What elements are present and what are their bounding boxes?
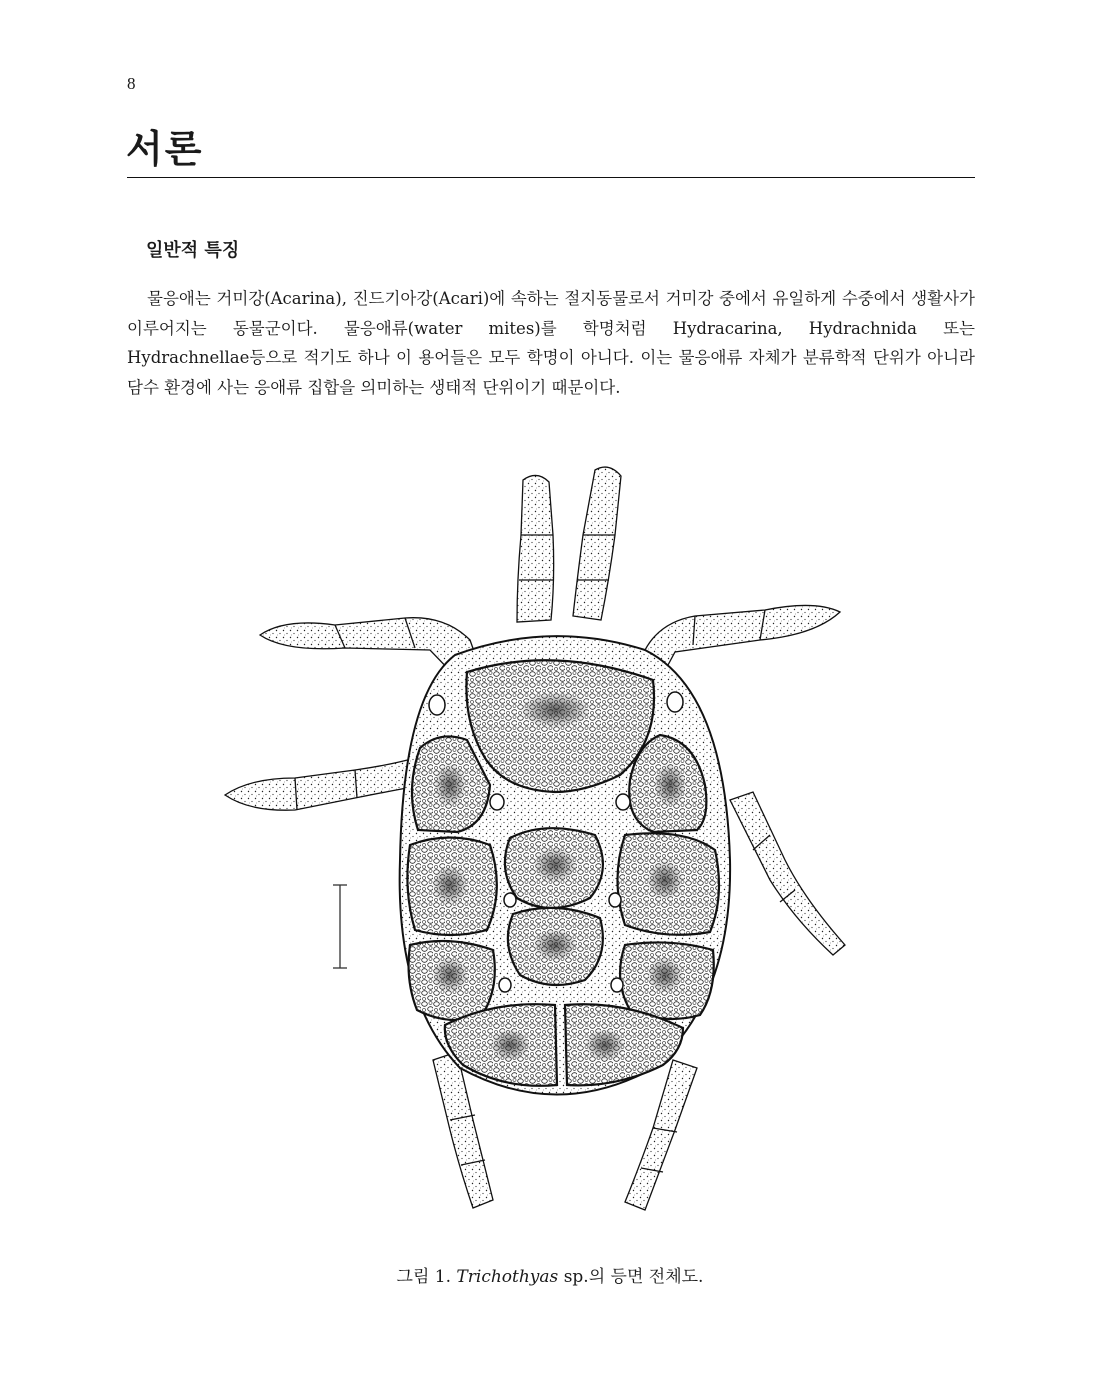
caption-genus: Trichothyas <box>456 1267 559 1287</box>
caption-prefix: 그림 1. <box>396 1267 452 1287</box>
section-heading: 일반적 특징 <box>146 240 240 261</box>
mite-illustration <box>205 440 895 1240</box>
caption-suffix: sp.의 등면 전체도. <box>563 1267 704 1287</box>
body-paragraph: 물응애는 거미강(Acarina), 진드기아강(Acari)에 속하는 절지동물로서 거미강 중에서 유일하게 수중에서 생활사가 이루어지는 동물군이다. 물응애류(water mites)를 학명처럼 Hydracarina, Hydrachnida 또는 Hydrachnellae등으로 적기도 하나 이 용어들은 모두 학명이 아니다. 이는 물응애류 자체가 분류학적 단위가 아니라 담수 환경에 사는 응애류 집합을 의미하는 생태적 단위이기 때문이다. <box>127 289 975 397</box>
scale-bar <box>333 885 347 968</box>
page-number: 8 <box>127 74 136 93</box>
figure-caption <box>0 1262 1100 1287</box>
mite-body <box>400 636 730 1094</box>
chapter-title: 서론 <box>126 126 204 171</box>
title-rule <box>127 177 975 178</box>
